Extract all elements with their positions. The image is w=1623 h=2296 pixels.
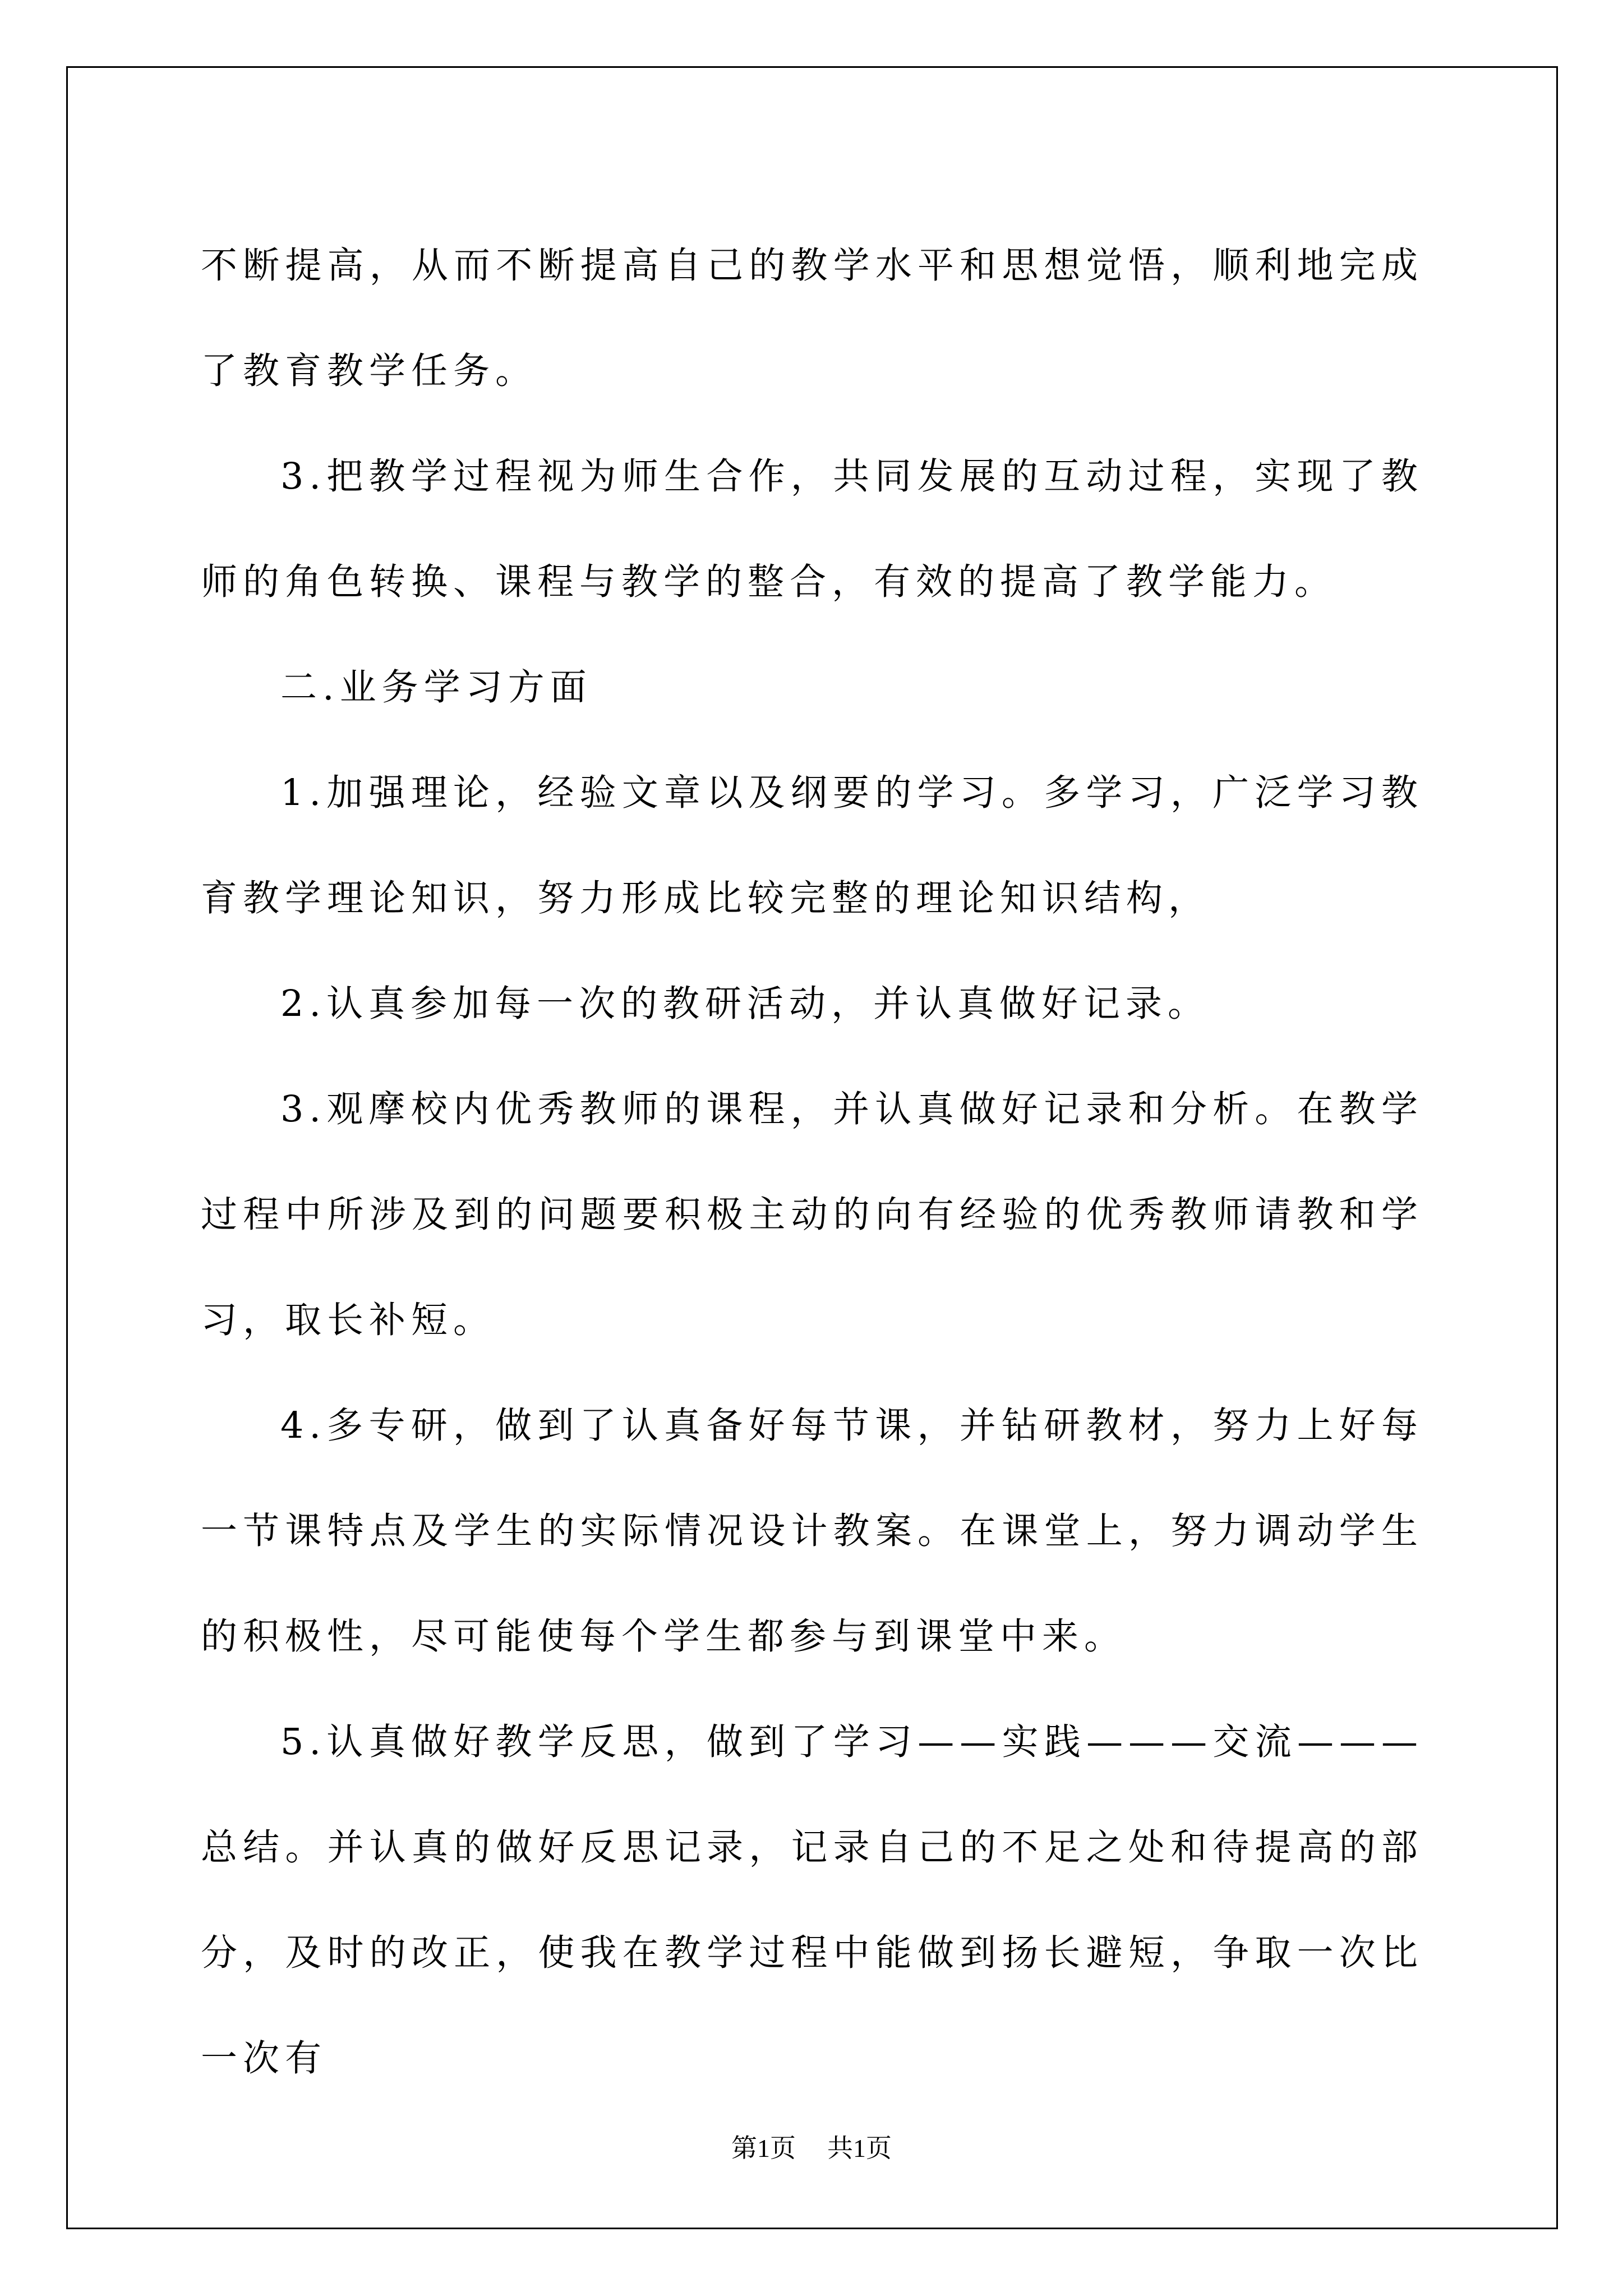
page-total: 共1页 — [827, 2134, 892, 2162]
page-number: 第1页 — [731, 2134, 796, 2162]
paragraph-2: 3.把教学过程视为师生合作，共同发展的互动过程，实现了教师的角色转换、课程与教学的整合，有效的提高了教学能力。 — [201, 455, 1423, 603]
paragraph-4: 1.加强理论，经验文章以及纲要的学习。多学习，广泛学习教育教学理论知识，努力形成比较完整的理论知识结构， — [201, 772, 1423, 919]
paragraph-7: 4.多专研，做到了认真备好每节课，并钻研教材，努力上好每一节课特点及学生的实际情况设计教案。在课堂上，努力调动学生的积极性，尽可能使每个学生都参与到课堂中来。 — [201, 1405, 1423, 1658]
paragraph-8: 5.认真做好教学反思，做到了学习——实践———交流———总结。并认真的做好反思记录，记录自己的不足之处和待提高的部分，及时的改正，使我在教学过程中能做到扬长避短，争取一次比一次有 — [201, 1721, 1423, 2079]
document-body — [201, 213, 1423, 2111]
paragraph-6: 3.观摩校内优秀教师的课程，并认真做好记录和分析。在教学过程中所涉及到的问题要积极主动的向有经验的优秀教师请教和学习，取长补短。 — [201, 1088, 1423, 1341]
paragraph-5: 2.认真参加每一次的教研活动，并认真做好记录。 — [280, 983, 1210, 1025]
page-footer — [0, 2132, 1623, 2165]
paragraph-1: 不断提高，从而不断提高自己的教学水平和思想觉悟，顺利地完成了教育教学任务。 — [201, 245, 1423, 392]
section-heading: 二.业务学习方面 — [280, 666, 592, 708]
